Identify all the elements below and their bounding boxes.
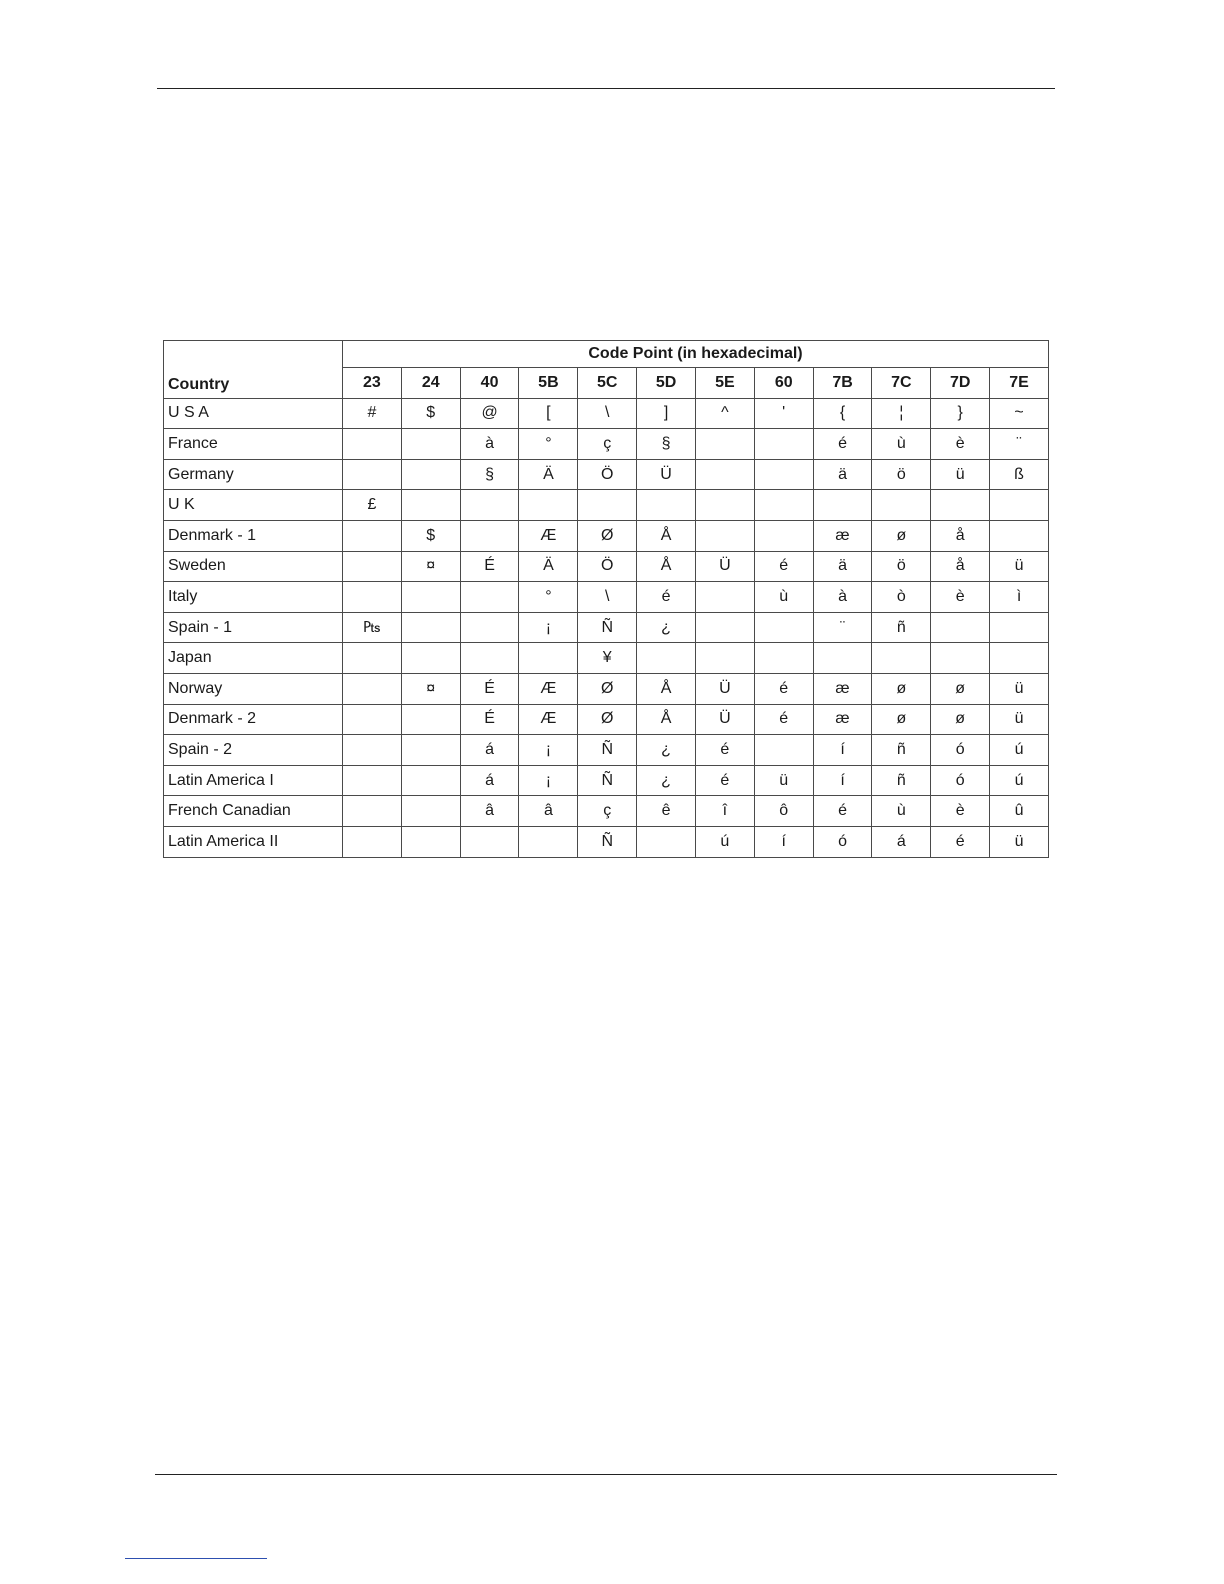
char-cell <box>578 490 637 521</box>
char-cell: é <box>637 582 696 613</box>
char-cell: ä <box>813 459 872 490</box>
char-cell: Å <box>637 704 696 735</box>
char-cell: ú <box>695 826 754 857</box>
char-cell: é <box>695 735 754 766</box>
char-cell <box>813 643 872 674</box>
char-cell: § <box>460 459 519 490</box>
char-cell <box>990 490 1049 521</box>
char-cell: $ <box>401 520 460 551</box>
char-cell: ¡ <box>519 735 578 766</box>
char-cell: å <box>931 551 990 582</box>
char-cell: Ñ <box>578 612 637 643</box>
char-cell: Ø <box>578 704 637 735</box>
char-cell: ú <box>990 735 1049 766</box>
char-cell: ' <box>754 398 813 429</box>
char-cell: Å <box>637 520 696 551</box>
code-point-header-7d: 7D <box>931 368 990 399</box>
char-cell: Ü <box>695 673 754 704</box>
char-cell: } <box>931 398 990 429</box>
table-row <box>164 551 1049 582</box>
char-cell: É <box>460 551 519 582</box>
char-cell: æ <box>813 673 872 704</box>
char-cell: Ä <box>519 551 578 582</box>
char-cell: Ä <box>519 459 578 490</box>
char-cell <box>519 826 578 857</box>
char-cell: í <box>754 826 813 857</box>
char-cell <box>401 612 460 643</box>
char-cell: # <box>343 398 402 429</box>
char-cell: ü <box>931 459 990 490</box>
char-cell: ^ <box>695 398 754 429</box>
table-row <box>164 826 1049 857</box>
char-cell: \ <box>578 582 637 613</box>
char-cell <box>990 520 1049 551</box>
table-row <box>164 612 1049 643</box>
char-cell: ø <box>931 704 990 735</box>
char-cell <box>695 459 754 490</box>
code-point-header-5c: 5C <box>578 368 637 399</box>
char-cell <box>813 490 872 521</box>
country-cell: Italy <box>164 582 343 613</box>
char-cell: ü <box>990 704 1049 735</box>
char-cell: Æ <box>519 673 578 704</box>
char-cell: ó <box>813 826 872 857</box>
code-point-header-23: 23 <box>343 368 402 399</box>
char-cell <box>401 490 460 521</box>
char-cell: æ <box>813 704 872 735</box>
table-body <box>164 398 1049 857</box>
country-cell: Sweden <box>164 551 343 582</box>
char-cell: ø <box>872 673 931 704</box>
char-cell: [ <box>519 398 578 429</box>
char-cell: Ü <box>695 551 754 582</box>
char-cell <box>460 612 519 643</box>
char-cell: ù <box>872 796 931 827</box>
char-cell <box>695 520 754 551</box>
char-cell: ø <box>931 673 990 704</box>
table-row <box>164 796 1049 827</box>
code-point-header-24: 24 <box>401 368 460 399</box>
country-column-header: Country <box>164 341 343 399</box>
char-cell <box>343 520 402 551</box>
char-cell <box>401 765 460 796</box>
char-cell: û <box>990 796 1049 827</box>
country-cell: Japan <box>164 643 343 674</box>
char-cell <box>343 796 402 827</box>
char-cell: Ü <box>695 704 754 735</box>
char-cell <box>872 643 931 674</box>
char-cell <box>931 490 990 521</box>
char-cell <box>754 612 813 643</box>
char-cell <box>460 826 519 857</box>
country-cell: U S A <box>164 398 343 429</box>
char-cell <box>343 551 402 582</box>
code-point-header-40: 40 <box>460 368 519 399</box>
char-cell: î <box>695 796 754 827</box>
char-cell: é <box>754 704 813 735</box>
char-cell: ¿ <box>637 612 696 643</box>
char-cell <box>460 520 519 551</box>
table-row <box>164 490 1049 521</box>
char-cell: £ <box>343 490 402 521</box>
char-cell: Ü <box>637 459 696 490</box>
char-cell: ú <box>990 765 1049 796</box>
char-cell <box>401 796 460 827</box>
char-cell: ç <box>578 796 637 827</box>
char-cell <box>695 612 754 643</box>
char-cell: Æ <box>519 520 578 551</box>
char-cell: é <box>813 429 872 460</box>
char-cell <box>637 643 696 674</box>
char-cell: ° <box>519 582 578 613</box>
char-cell: í <box>813 765 872 796</box>
group-header-row <box>164 341 1049 368</box>
char-cell <box>343 704 402 735</box>
table-row <box>164 459 1049 490</box>
char-cell: é <box>931 826 990 857</box>
char-cell <box>343 582 402 613</box>
country-cell: Denmark - 1 <box>164 520 343 551</box>
char-cell: ¡ <box>519 612 578 643</box>
char-cell: ü <box>990 826 1049 857</box>
char-cell: ù <box>872 429 931 460</box>
char-cell: Ö <box>578 459 637 490</box>
char-cell <box>519 643 578 674</box>
char-cell <box>754 459 813 490</box>
char-cell: é <box>813 796 872 827</box>
char-cell: á <box>872 826 931 857</box>
table-row <box>164 520 1049 551</box>
char-cell <box>460 643 519 674</box>
char-cell: Ø <box>578 673 637 704</box>
char-cell: ¨ <box>990 429 1049 460</box>
code-point-header-60: 60 <box>754 368 813 399</box>
char-cell: ä <box>813 551 872 582</box>
char-cell <box>460 490 519 521</box>
char-cell: à <box>813 582 872 613</box>
char-cell: ñ <box>872 612 931 643</box>
char-cell: ù <box>754 582 813 613</box>
char-cell: { <box>813 398 872 429</box>
char-cell: Å <box>637 551 696 582</box>
table-row <box>164 704 1049 735</box>
char-cell: ö <box>872 551 931 582</box>
char-cell <box>401 826 460 857</box>
char-cell: @ <box>460 398 519 429</box>
char-cell <box>519 490 578 521</box>
char-cell <box>754 429 813 460</box>
char-cell: ¿ <box>637 735 696 766</box>
country-cell: Norway <box>164 673 343 704</box>
table-row <box>164 582 1049 613</box>
char-cell: \ <box>578 398 637 429</box>
char-cell: ó <box>931 735 990 766</box>
char-cell: ê <box>637 796 696 827</box>
char-cell: æ <box>813 520 872 551</box>
char-cell: á <box>460 735 519 766</box>
char-cell <box>401 429 460 460</box>
country-cell: Denmark - 2 <box>164 704 343 735</box>
char-cell <box>695 582 754 613</box>
international-charset-table <box>163 340 1049 858</box>
char-cell: ñ <box>872 735 931 766</box>
char-cell <box>754 490 813 521</box>
country-cell: Latin America I <box>164 765 343 796</box>
char-cell: ¨ <box>813 612 872 643</box>
footer-rule <box>155 1474 1057 1475</box>
char-cell: ì <box>990 582 1049 613</box>
char-cell: á <box>460 765 519 796</box>
char-cell <box>931 612 990 643</box>
table-row <box>164 429 1049 460</box>
country-cell: Spain - 2 <box>164 735 343 766</box>
char-cell <box>754 643 813 674</box>
char-cell <box>931 643 990 674</box>
char-cell: ¡ <box>519 765 578 796</box>
char-cell: é <box>754 673 813 704</box>
table-row <box>164 673 1049 704</box>
char-cell <box>401 704 460 735</box>
table-row <box>164 735 1049 766</box>
char-cell: ß <box>990 459 1049 490</box>
char-cell <box>343 826 402 857</box>
country-cell: France <box>164 429 343 460</box>
char-cell: Ø <box>578 520 637 551</box>
code-point-header-7b: 7B <box>813 368 872 399</box>
char-cell: ô <box>754 796 813 827</box>
country-cell: Latin America II <box>164 826 343 857</box>
char-cell: ] <box>637 398 696 429</box>
char-cell: ₧ <box>343 612 402 643</box>
char-cell: ø <box>872 704 931 735</box>
char-cell <box>695 429 754 460</box>
char-cell: ü <box>990 551 1049 582</box>
char-cell: É <box>460 704 519 735</box>
code-point-header-5b: 5B <box>519 368 578 399</box>
char-cell: à <box>460 429 519 460</box>
char-cell: é <box>695 765 754 796</box>
char-cell: è <box>931 796 990 827</box>
char-cell <box>754 520 813 551</box>
char-cell <box>460 582 519 613</box>
footnote-separator <box>125 1558 267 1559</box>
country-cell: Spain - 1 <box>164 612 343 643</box>
char-cell: Ñ <box>578 765 637 796</box>
country-cell: U K <box>164 490 343 521</box>
header-rule <box>157 88 1055 89</box>
char-cell: Å <box>637 673 696 704</box>
char-cell: â <box>519 796 578 827</box>
char-cell: ö <box>872 459 931 490</box>
char-cell: è <box>931 582 990 613</box>
char-cell: ¦ <box>872 398 931 429</box>
char-cell: ¿ <box>637 765 696 796</box>
char-cell: ¤ <box>401 551 460 582</box>
char-cell: ç <box>578 429 637 460</box>
char-cell: Ñ <box>578 735 637 766</box>
char-cell <box>343 765 402 796</box>
char-cell <box>343 673 402 704</box>
code-point-group-header: Code Point (in hexadecimal) <box>343 341 1049 368</box>
char-cell: â <box>460 796 519 827</box>
char-cell <box>695 643 754 674</box>
char-cell <box>401 643 460 674</box>
table-row <box>164 643 1049 674</box>
country-cell: French Canadian <box>164 796 343 827</box>
code-point-header-5e: 5E <box>695 368 754 399</box>
char-cell: ¤ <box>401 673 460 704</box>
char-cell: ü <box>754 765 813 796</box>
char-cell: ¥ <box>578 643 637 674</box>
char-cell: É <box>460 673 519 704</box>
char-cell <box>695 490 754 521</box>
char-cell: § <box>637 429 696 460</box>
table-row <box>164 398 1049 429</box>
char-cell <box>872 490 931 521</box>
table-row <box>164 765 1049 796</box>
char-cell <box>343 429 402 460</box>
char-cell: Ñ <box>578 826 637 857</box>
char-cell <box>637 490 696 521</box>
char-cell <box>990 612 1049 643</box>
char-cell: Ö <box>578 551 637 582</box>
char-cell <box>637 826 696 857</box>
char-cell <box>343 643 402 674</box>
char-cell: ò <box>872 582 931 613</box>
char-cell: ñ <box>872 765 931 796</box>
char-cell <box>401 582 460 613</box>
char-cell <box>990 643 1049 674</box>
char-cell: ü <box>990 673 1049 704</box>
char-cell <box>343 459 402 490</box>
char-cell: ó <box>931 765 990 796</box>
char-cell <box>754 735 813 766</box>
code-point-header-7e: 7E <box>990 368 1049 399</box>
code-point-header-5d: 5D <box>637 368 696 399</box>
char-cell: è <box>931 429 990 460</box>
char-cell: å <box>931 520 990 551</box>
country-cell: Germany <box>164 459 343 490</box>
char-cell: ø <box>872 520 931 551</box>
char-cell: Æ <box>519 704 578 735</box>
code-point-header-7c: 7C <box>872 368 931 399</box>
char-cell: $ <box>401 398 460 429</box>
char-cell: ~ <box>990 398 1049 429</box>
char-cell <box>401 735 460 766</box>
char-cell: é <box>754 551 813 582</box>
char-cell <box>343 735 402 766</box>
char-cell: í <box>813 735 872 766</box>
char-cell: ° <box>519 429 578 460</box>
char-cell <box>401 459 460 490</box>
